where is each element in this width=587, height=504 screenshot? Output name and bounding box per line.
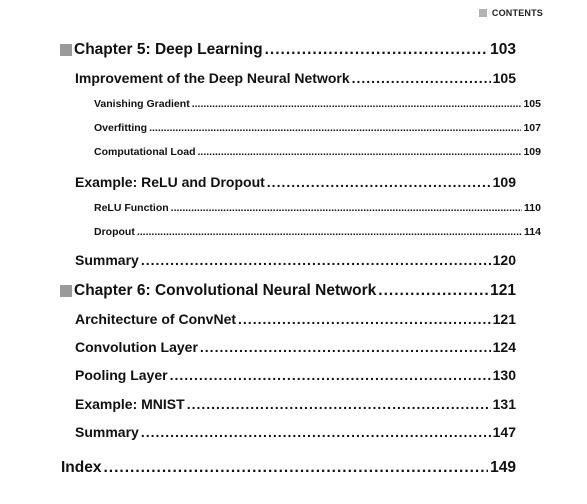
toc-section-improvement[interactable] (75, 70, 516, 86)
toc-entry-page: 107 (523, 122, 541, 134)
toc-section-convolution-layer[interactable] (75, 339, 516, 355)
toc-entry-title: Example: MNIST (75, 396, 185, 412)
toc-subsection-computational-load[interactable] (94, 146, 541, 158)
dot-leader (238, 311, 491, 327)
toc-subsection-relu-function[interactable] (94, 202, 541, 214)
chapter-marker-icon (60, 285, 72, 297)
toc-entry-title: Architecture of ConvNet (75, 311, 237, 327)
toc-subsection-overfitting[interactable] (94, 122, 541, 134)
toc-entry-title: Vanishing Gradient (94, 98, 190, 110)
dot-leader (378, 282, 488, 300)
toc-entry-title: Computational Load (94, 146, 196, 158)
toc-entry-title: Pooling Layer (75, 367, 168, 383)
dot-leader (170, 367, 491, 383)
toc-entry-page: 131 (492, 396, 516, 412)
dot-leader (171, 202, 522, 214)
toc-subsection-vanishing-gradient[interactable] (94, 98, 541, 110)
toc-entry-page: 121 (492, 311, 516, 327)
toc-entry-page: 105 (492, 70, 516, 86)
dot-leader (267, 174, 491, 190)
dot-leader (103, 459, 488, 477)
toc-subsection-dropout[interactable] (94, 226, 541, 238)
dot-leader (141, 424, 491, 440)
toc-entry-page: 124 (492, 339, 516, 355)
toc-entry-page: 109 (523, 146, 541, 158)
toc-chapter-6[interactable] (60, 282, 516, 300)
running-header-label: CONTENTS (491, 8, 543, 18)
toc-entry-title: ReLU Function (94, 202, 169, 214)
toc-section-relu-dropout[interactable] (75, 174, 516, 190)
toc-entry-title: Convolution Layer (75, 339, 198, 355)
toc-entry-page: 110 (524, 202, 541, 214)
toc-entry-page: 147 (492, 424, 516, 440)
toc-chapter-5[interactable] (60, 41, 516, 59)
header-square-icon (479, 9, 487, 17)
toc-entry-page: 103 (490, 41, 516, 58)
chapter-marker-icon (60, 44, 72, 56)
toc-entry-title: Chapter 6: Convolutional Neural Network (74, 282, 377, 299)
dot-leader (187, 396, 491, 412)
toc-index[interactable] (61, 459, 516, 477)
toc-entry-title: Summary (75, 252, 139, 268)
toc-entry-title: Example: ReLU and Dropout (75, 174, 265, 190)
toc-entry-title: Index (61, 459, 102, 476)
toc-section-summary-ch6[interactable] (75, 424, 516, 440)
dot-leader (137, 226, 522, 238)
toc-entry-page: 105 (523, 98, 541, 110)
toc-entry-title: Dropout (94, 226, 135, 238)
toc-entry-page: 120 (492, 252, 516, 268)
toc-section-summary-ch5[interactable] (75, 252, 516, 268)
dot-leader (200, 339, 491, 355)
toc-entry-page: 114 (524, 226, 541, 238)
toc-section-architecture[interactable] (75, 311, 516, 327)
dot-leader (192, 98, 522, 110)
toc-entry-page: 121 (490, 282, 516, 299)
toc-section-mnist[interactable] (75, 396, 516, 412)
toc-section-pooling-layer[interactable] (75, 367, 516, 383)
dot-leader (352, 70, 491, 86)
toc-entry-title: Chapter 5: Deep Learning (74, 41, 263, 58)
toc-entry-page: 149 (490, 459, 516, 476)
toc-entry-page: 130 (492, 367, 516, 383)
dot-leader (265, 41, 489, 59)
toc-entry-page: 109 (492, 174, 516, 190)
running-header (479, 8, 543, 18)
toc-entry-title: Improvement of the Deep Neural Network (75, 70, 350, 86)
dot-leader (141, 252, 491, 268)
toc-entry-title: Overfitting (94, 122, 148, 134)
dot-leader (198, 146, 522, 158)
dot-leader (149, 122, 521, 134)
toc-entry-title: Summary (75, 424, 139, 440)
